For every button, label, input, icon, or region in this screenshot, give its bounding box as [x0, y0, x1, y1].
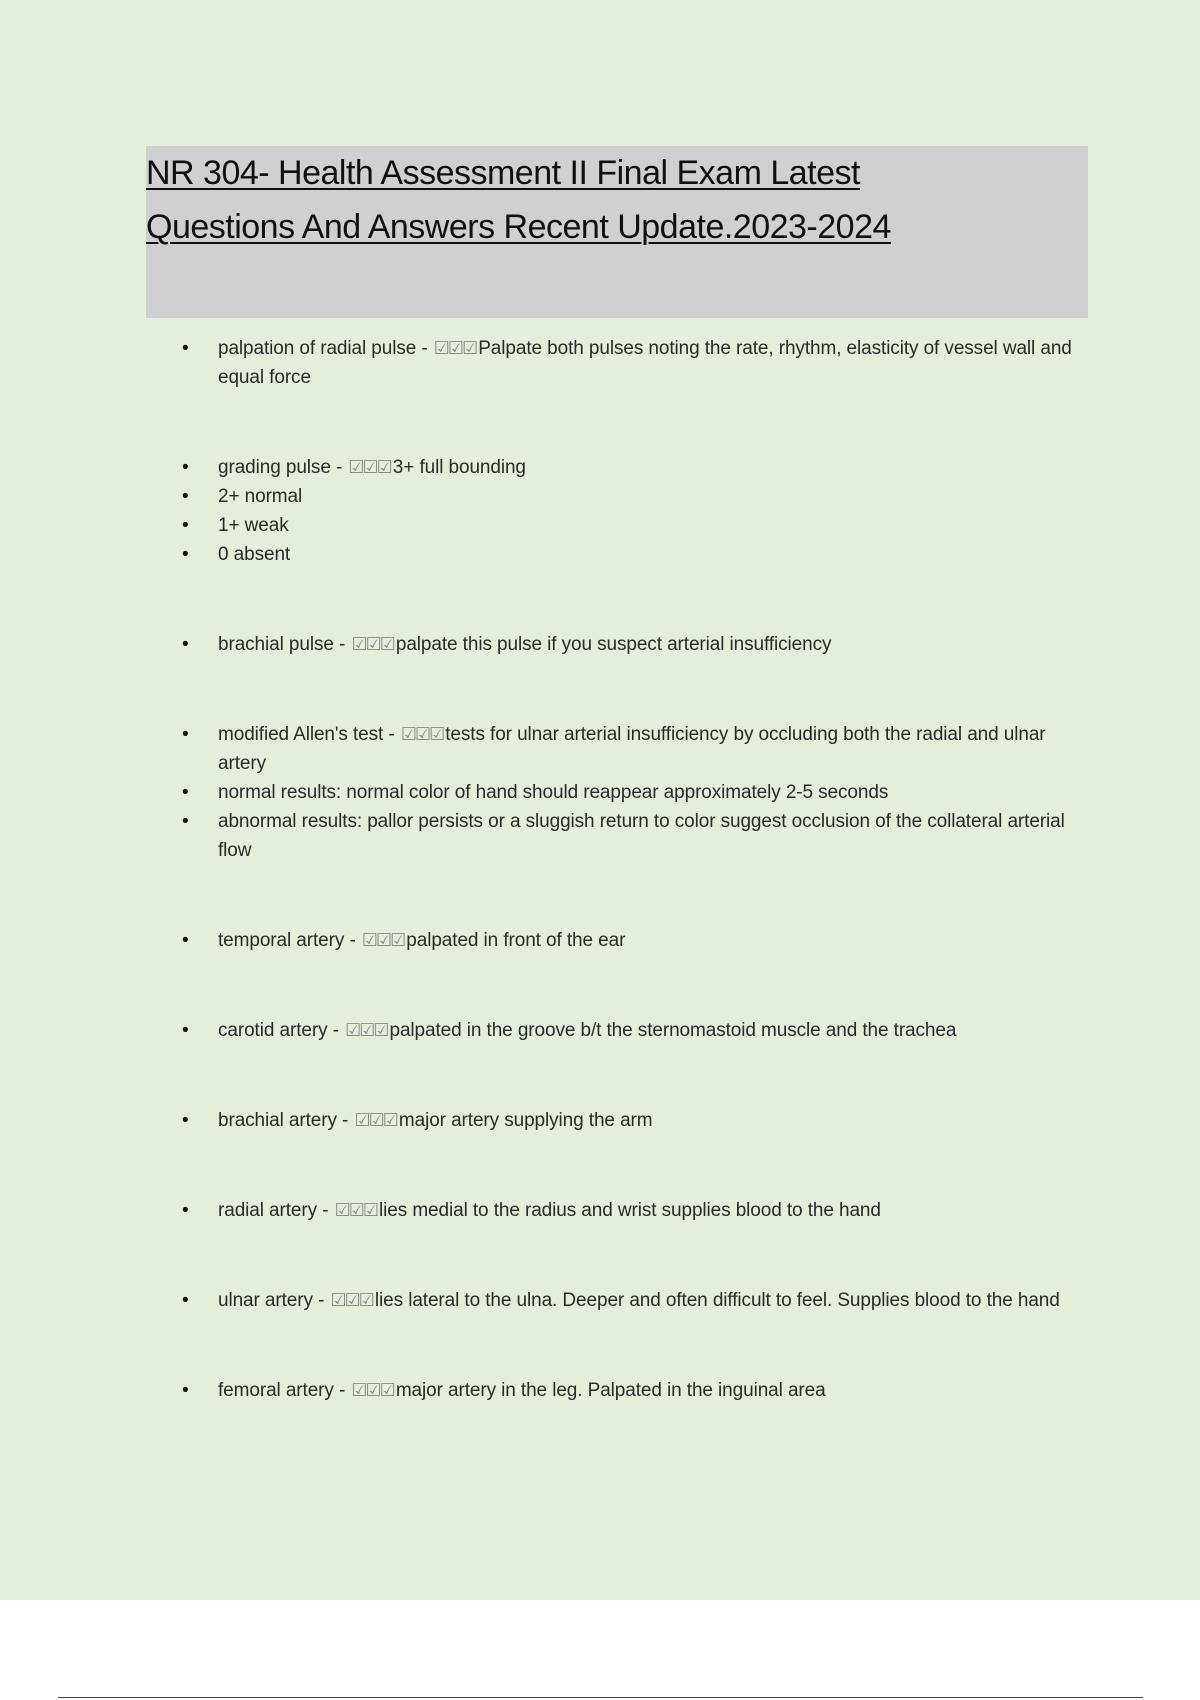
item-answer: palpate this pulse if you suspect arterial insufficiency: [395, 634, 832, 655]
checkbox-icon: ☑☑☑: [354, 1110, 397, 1131]
checkbox-icon: ☑☑☑: [334, 1200, 378, 1221]
item-term: brachial pulse -: [218, 634, 351, 655]
item-answer: major artery in the leg. Palpated in the inguinal area: [395, 1380, 826, 1401]
question-group: [146, 1016, 1096, 1045]
question-group: [146, 1376, 1096, 1405]
checkbox-icon: ☑☑☑: [351, 634, 394, 655]
bullet-icon: •: [182, 724, 189, 745]
question-group: [146, 926, 1096, 955]
list-item: [146, 482, 1096, 511]
list-item: [146, 540, 1096, 569]
item-term: palpation of radial pulse -: [218, 338, 433, 359]
item-answer: Palpate both pulses noting the rate, rhythm, elasticity of vessel wall and equal force: [218, 338, 1072, 388]
title-line-2: Questions And Answers Recent Update.2023-2024: [146, 208, 891, 246]
footer-divider: [58, 1697, 1143, 1698]
item-text: abnormal results: pallor persists or a sluggish return to color suggest occlusion of the collateral arterial flow: [218, 811, 1065, 861]
checkbox-icon: ☑☑☑: [330, 1290, 373, 1311]
bullet-icon: •: [182, 515, 189, 536]
checkbox-icon: ☑☑☑: [345, 1020, 388, 1041]
flashcard-list: [146, 334, 1096, 1466]
bullet-icon: •: [182, 1110, 189, 1131]
bullet-icon: •: [182, 457, 189, 478]
list-item: [146, 1016, 1096, 1045]
bullet-icon: •: [182, 1200, 189, 1221]
item-term: temporal artery -: [218, 930, 361, 951]
item-text: 2+ normal: [218, 486, 303, 507]
item-answer: major artery supplying the arm: [398, 1110, 653, 1131]
list-item: [146, 1286, 1096, 1315]
item-term: femoral artery -: [218, 1380, 351, 1401]
bullet-icon: •: [182, 486, 189, 507]
list-item: [146, 511, 1096, 540]
bullet-icon: •: [182, 544, 189, 565]
bullet-icon: •: [182, 811, 189, 832]
question-group: [146, 453, 1096, 569]
bullet-icon: •: [182, 1290, 189, 1311]
list-item: [146, 453, 1096, 482]
bullet-icon: •: [182, 782, 189, 803]
item-term: brachial artery -: [218, 1110, 354, 1131]
list-item: [146, 926, 1096, 955]
list-item: [146, 1376, 1096, 1405]
list-item: [146, 807, 1096, 865]
question-group: [146, 1196, 1096, 1225]
item-answer: 3+ full bounding: [392, 457, 526, 478]
item-answer: lies lateral to the ulna. Deeper and often difficult to feel. Supplies blood to the hand: [374, 1290, 1060, 1311]
question-group: [146, 334, 1096, 392]
checkbox-icon: ☑☑☑: [400, 724, 444, 745]
list-item: [146, 630, 1096, 659]
item-term: grading pulse -: [218, 457, 348, 478]
bullet-icon: •: [182, 338, 189, 359]
bullet-icon: •: [182, 1020, 189, 1041]
list-item: [146, 334, 1096, 392]
item-term: ulnar artery -: [218, 1290, 330, 1311]
title-line-1: NR 304- Health Assessment II Final Exam Latest: [146, 154, 860, 192]
checkbox-icon: ☑☑☑: [348, 457, 391, 478]
item-answer: palpated in the groove b/t the sternomastoid muscle and the trachea: [389, 1020, 957, 1041]
bullet-icon: •: [182, 634, 189, 655]
item-text: 0 absent: [218, 544, 291, 565]
question-group: [146, 1286, 1096, 1315]
item-text: 1+ weak: [218, 515, 289, 536]
item-answer: lies medial to the radius and wrist supplies blood to the hand: [379, 1200, 881, 1221]
item-term: radial artery -: [218, 1200, 334, 1221]
list-item: [146, 1106, 1096, 1135]
item-term: modified Allen's test -: [218, 724, 400, 745]
question-group: [146, 720, 1096, 865]
document-title: [146, 146, 1088, 254]
checkbox-icon: ☑☑☑: [351, 1380, 394, 1401]
item-answer: palpated in front of the ear: [406, 930, 626, 951]
list-item: [146, 778, 1096, 807]
question-group: [146, 630, 1096, 659]
item-answer: tests for ulnar arterial insufficiency by occluding both the radial and ulnar artery: [218, 724, 1046, 774]
bullet-icon: •: [182, 930, 189, 951]
bullet-icon: •: [182, 1380, 189, 1401]
list-item: [146, 1196, 1096, 1225]
checkbox-icon: ☑☑☑: [433, 338, 477, 359]
item-term: carotid artery -: [218, 1020, 345, 1041]
list-item: [146, 720, 1096, 778]
item-text: normal results: normal color of hand should reappear approximately 2-5 seconds: [218, 782, 889, 803]
question-group: [146, 1106, 1096, 1135]
checkbox-icon: ☑☑☑: [361, 930, 405, 951]
